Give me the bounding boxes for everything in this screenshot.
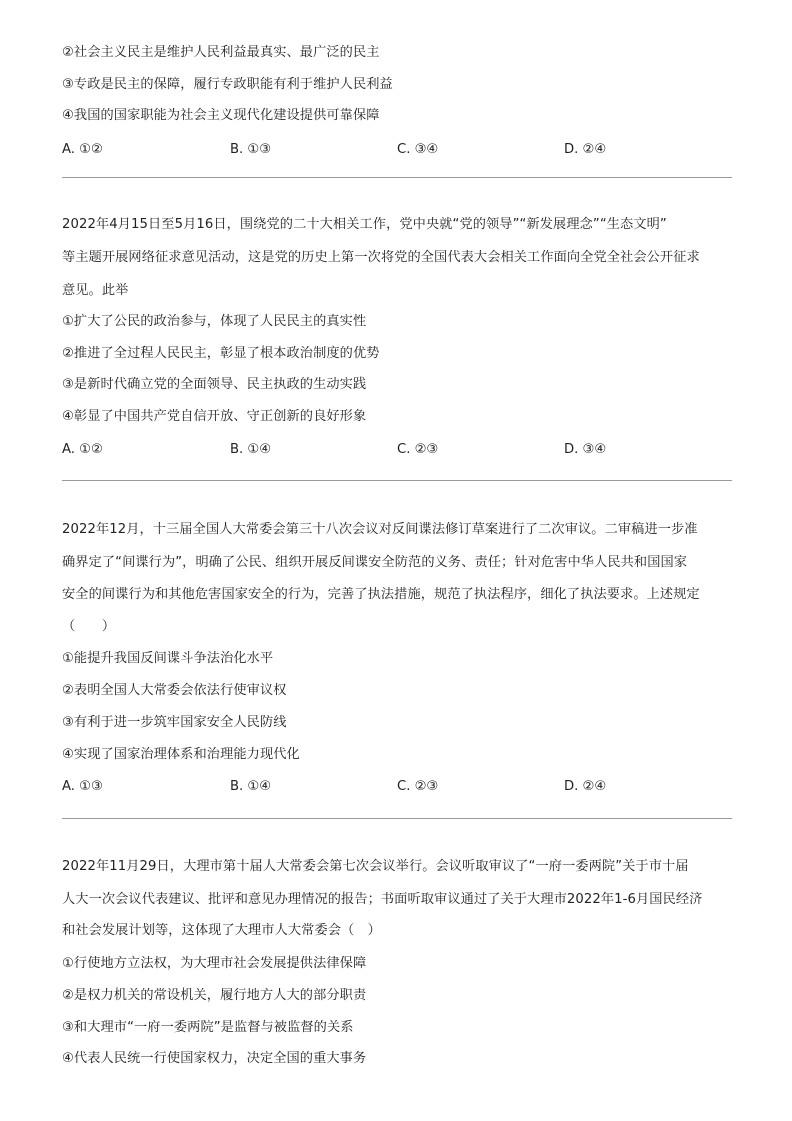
q2-statement-1: ①扩大了公民的政治参与，体现了人民民主的真实性 [62, 314, 367, 329]
q4-statement-1: ①行使地方立法权，为大理市社会发展提供法律保障 [62, 956, 367, 971]
q2-stem-line-2: 等主题开展网络征求意见活动，这是党的历史上第一次将党的全国代表大会相关工作面向全党全社会公开征求 [62, 250, 700, 265]
divider [62, 480, 732, 481]
q3-option-c[interactable]: C. ②③ [397, 779, 439, 794]
divider [62, 177, 732, 178]
q3-stem-line-4: （ ） [62, 619, 116, 634]
q4-stem-line-1: 2022年11月29日，大理市第十届人大常委会第七次会议举行。会议听取审议了“一府一委两院”关于市十届 [62, 859, 689, 874]
q2-option-b[interactable]: B. ①④ [230, 442, 272, 457]
q3-stem-line-2: 确界定了“间谍行为”，明确了公民、组织开展反间谍安全防范的义务、责任；针对危害中华人民共和国国家 [62, 555, 688, 570]
q3-option-b[interactable]: B. ①④ [230, 779, 272, 794]
q1-options [62, 141, 742, 159]
q2-statement-2: ②推进了全过程人民民主，彰显了根本政治制度的优势 [62, 346, 380, 361]
q3-stem-line-3: 安全的间谍行为和其他危害国家安全的行为，完善了执法措施，规范了执法程序，细化了执法要求。上述规定 [62, 587, 700, 602]
q1-option-a[interactable]: A. ①② [62, 142, 103, 157]
q1-statement-2: ②社会主义民主是维护人民利益最真实、最广泛的民主 [62, 45, 380, 60]
q3-statement-4: ④实现了国家治理体系和治理能力现代化 [62, 747, 300, 762]
q3-statement-1: ①能提升我国反间谍斗争法治化水平 [62, 651, 274, 666]
q3-statement-2: ②表明全国人大常委会依法行使审议权 [62, 683, 287, 698]
q2-option-a[interactable]: A. ①② [62, 442, 103, 457]
q1-option-d[interactable]: D. ②④ [564, 142, 607, 157]
q3-options [62, 778, 742, 796]
q4-stem-line-2: 人大一次会议代表建议、批评和意见办理情况的报告；书面听取审议通过了关于大理市2022年1-6月国民经济 [62, 892, 703, 907]
q3-option-a[interactable]: A. ①③ [62, 779, 103, 794]
q4-statement-4: ④代表人民统一行使国家权力，决定全国的重大事务 [62, 1051, 367, 1066]
q2-stem-line-1: 2022年4月15日至5月16日，围绕党的二十大相关工作，党中央就“党的领导”“新发展理念”“生态文明” [62, 217, 667, 232]
q3-option-d[interactable]: D. ②④ [564, 779, 607, 794]
q2-option-c[interactable]: C. ②③ [397, 442, 439, 457]
q1-option-c[interactable]: C. ③④ [397, 142, 439, 157]
q1-statement-3: ③专政是民主的保障，履行专政职能有利于维护人民利益 [62, 77, 393, 92]
q2-options [62, 441, 742, 459]
q4-statement-2: ②是权力机关的常设机关，履行地方人大的部分职责 [62, 988, 367, 1003]
q1-statement-4: ④我国的国家职能为社会主义现代化建设提供可靠保障 [62, 108, 380, 123]
q3-statement-3: ③有利于进一步筑牢国家安全人民防线 [62, 715, 287, 730]
q2-option-d[interactable]: D. ③④ [564, 442, 607, 457]
q3-stem-line-1: 2022年12月，十三届全国人大常委会第三十八次会议对反间谍法修订草案进行了二次审议。二审稿进一步准 [62, 522, 698, 537]
divider [62, 818, 732, 819]
q1-option-b[interactable]: B. ①③ [230, 142, 272, 157]
q2-stem-line-3: 意见。此举 [62, 283, 129, 298]
q4-statement-3: ③和大理市“一府一委两院”是监督与被监督的关系 [62, 1020, 354, 1035]
q2-statement-4: ④彰显了中国共产党自信开放、守正创新的良好形象 [62, 409, 367, 424]
q4-stem-line-3: 和社会发展计划等，这体现了大理市人大常委会（ ） [62, 923, 381, 938]
q2-statement-3: ③是新时代确立党的全面领导、民主执政的生动实践 [62, 377, 367, 392]
